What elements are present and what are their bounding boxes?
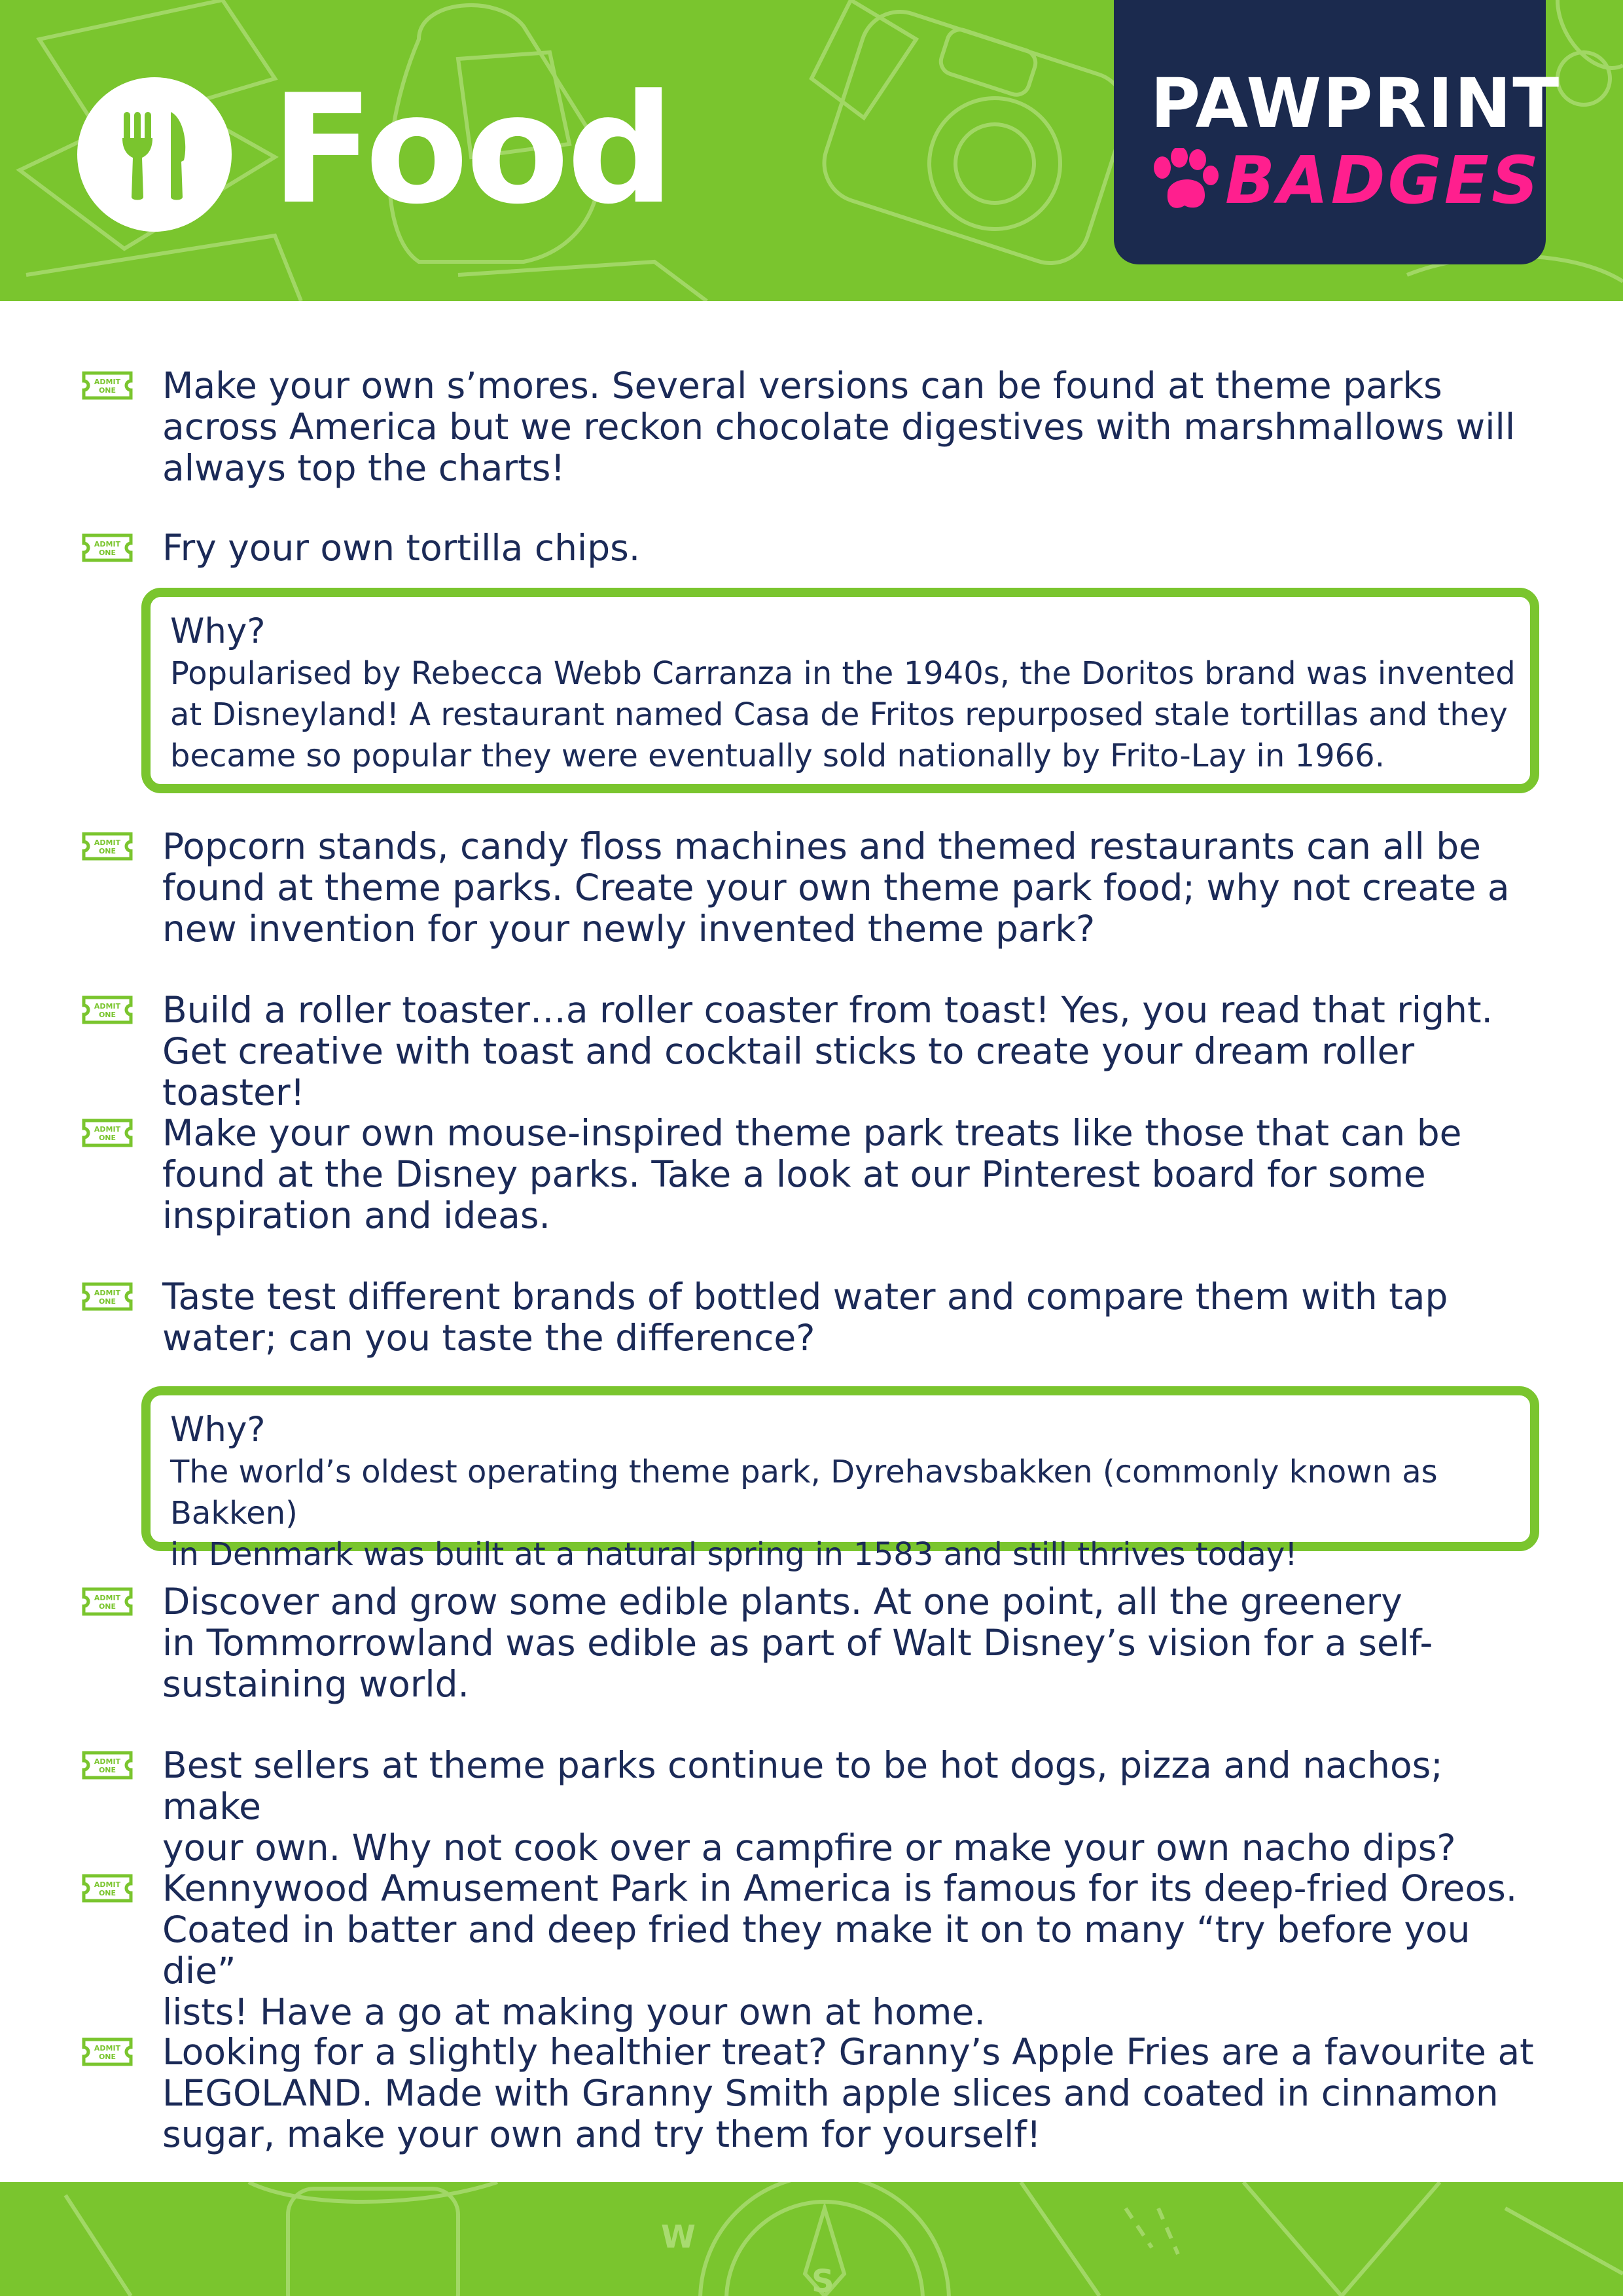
- list-item-text: Discover and grow some edible plants. At one point, all the greenery in Tommorrowland was edible as part of Walt Disney’s vision for a self- sustaining world.: [162, 1581, 1433, 1705]
- admit-one-ticket-icon: [80, 995, 135, 1025]
- admit-one-ticket-icon: [80, 1750, 135, 1780]
- svg-text:ADMIT: ADMIT: [94, 838, 121, 847]
- list-item-text: Taste test different brands of bottled water and compare them with tap water; can you taste the difference?: [162, 1276, 1448, 1359]
- admit-one-ticket-icon: [80, 2037, 135, 2067]
- why-box: [141, 1386, 1539, 1573]
- svg-text:ADMIT: ADMIT: [94, 1757, 121, 1766]
- svg-text:ADMIT: ADMIT: [94, 1125, 121, 1134]
- list-item-text: Popcorn stands, candy floss machines and themed restaurants can all be found at theme parks. Create your own theme park food; why not create a new invention for your newly invented theme park?: [162, 825, 1510, 950]
- svg-text:ADMIT: ADMIT: [94, 540, 121, 548]
- title-group: [77, 63, 672, 238]
- header-banner: [0, 0, 1623, 301]
- svg-text:ONE: ONE: [98, 386, 116, 395]
- svg-text:ADMIT: ADMIT: [94, 1594, 121, 1602]
- svg-text:ONE: ONE: [98, 847, 116, 855]
- footer-banner: [0, 2182, 1623, 2296]
- svg-text:ONE: ONE: [98, 1011, 116, 1019]
- list-item-text: Kennywood Amusement Park in America is famous for its deep-fried Oreos. Coated in batter and deep fried they make it on to many “try before you die” lists! Have a go at making your own at home.: [162, 1867, 1518, 2033]
- svg-text:ADMIT: ADMIT: [94, 1289, 121, 1297]
- why-label: Why?: [170, 1410, 266, 1450]
- svg-text:ONE: ONE: [98, 1297, 116, 1306]
- why-text: The world’s oldest operating theme park, Dyrehavsbakken (commonly known as Bakken) in Denmark was built at a natural spring in 1583 and still thrives today!: [170, 1454, 1438, 1573]
- svg-text:ONE: ONE: [98, 1602, 116, 1611]
- list-item-text: Best sellers at theme parks continue to be hot dogs, pizza and nachos; make your own. Why not cook over a campfire or make your own nacho dips?: [162, 1744, 1456, 1869]
- svg-text:ADMIT: ADMIT: [94, 1002, 121, 1011]
- list-item-text: Make your own s’mores. Several versions can be found at theme parks across America but we reckon chocolate digestives with marshmallows will always top the charts!: [162, 365, 1516, 489]
- page-title: Food: [271, 63, 672, 238]
- admit-one-ticket-icon: [80, 1873, 135, 1903]
- brand-line-1: PAWPRINT: [1150, 63, 1561, 143]
- svg-text:ADMIT: ADMIT: [94, 2044, 121, 2053]
- svg-text:ADMIT: ADMIT: [94, 1880, 121, 1889]
- why-text: Popularised by Rebecca Webb Carranza in the 1940s, the Doritos brand was invented at Disneyland! A restaurant named Casa de Fritos repurposed stale tortillas and they became so popular they were eventually sold nationally by Frito-Lay in 1966.: [170, 655, 1516, 774]
- svg-text:S: S: [812, 2263, 834, 2296]
- svg-text:ONE: ONE: [98, 548, 116, 557]
- svg-text:ONE: ONE: [98, 1766, 116, 1774]
- admit-one-ticket-icon: [80, 1118, 135, 1148]
- why-box: [141, 588, 1539, 793]
- admit-one-ticket-icon: [80, 370, 135, 401]
- why-label: Why?: [170, 611, 266, 651]
- svg-text:ONE: ONE: [98, 1134, 116, 1142]
- list-item-text: Looking for a slightly healthier treat? Granny’s Apple Fries are a favourite at LEGOLAND. Made with Granny Smith apple slices and coated in cinnamon sugar, make your own and try them for yourself!: [162, 2031, 1534, 2155]
- list-item-text: Make your own mouse-inspired theme park treats like those that can be found at the Disney parks. Take a look at our Pinterest board for some inspiration and ideas.: [162, 1112, 1462, 1236]
- list-item-text: Build a roller toaster…a roller coaster from toast! Yes, you read that right. Get creative with toast and cocktail sticks to create your dream roller toaster!: [162, 989, 1493, 1113]
- admit-one-ticket-icon: [80, 1587, 135, 1617]
- admit-one-ticket-icon: [80, 1282, 135, 1312]
- fork-knife-icon: [77, 77, 232, 232]
- list-item-text: Fry your own tortilla chips.: [162, 527, 641, 569]
- admit-one-ticket-icon: [80, 831, 135, 861]
- pawprint-badges-logo: [1114, 0, 1561, 264]
- svg-text:ADMIT: ADMIT: [94, 378, 121, 386]
- admit-one-ticket-icon: [80, 533, 135, 563]
- paw-icon: [1148, 148, 1220, 213]
- svg-text:W: W: [661, 2219, 696, 2255]
- svg-text:ONE: ONE: [98, 2053, 116, 2061]
- svg-text:ONE: ONE: [98, 1889, 116, 1897]
- footer-doodle-pattern: [0, 2182, 1623, 2296]
- brand-line-2: BADGES: [1225, 142, 1542, 219]
